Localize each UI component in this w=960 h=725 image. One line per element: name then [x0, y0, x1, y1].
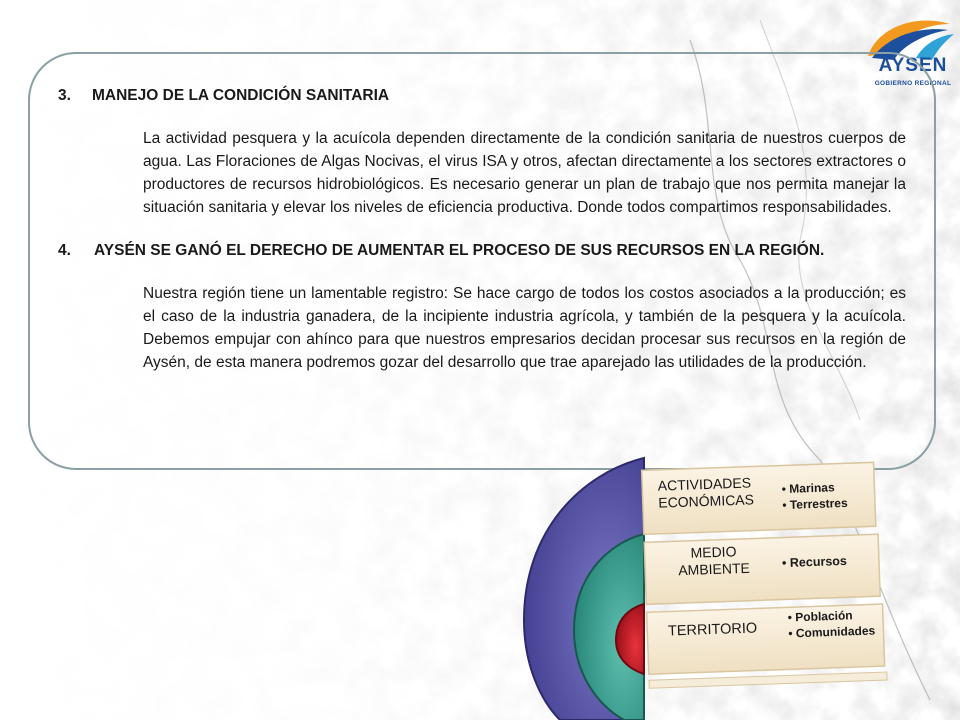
section-title: MANEJO DE LA CONDICIÓN SANITARIA — [92, 87, 390, 104]
concentric-diagram — [520, 452, 920, 720]
band-title-line: ACTIVIDADES — [657, 474, 752, 494]
section-heading — [58, 239, 906, 262]
band-bullets — [782, 553, 847, 571]
section-paragraph: La actividad pesquera y la acuícola dependen directamente de la condición sanitaria de nuestros cuerpos de agua. Las Floraciones de Algas Nocivas, el virus ISA y otros, afectan directamente a los sectores extractores o productores de recursos hidrobiológicos. Es necesario generar un plan de trabajo que nos permita manejar la situación sanitaria y elevar los niveles de eficiencia productiva. Donde todos compartimos responsabilidades. — [143, 130, 906, 216]
bullet-item: • Población — [787, 608, 853, 625]
section-heading — [58, 84, 906, 107]
bullet-item: • Marinas — [781, 480, 835, 497]
text-content — [58, 84, 906, 374]
band-title-line: AMBIENTE — [678, 559, 751, 579]
bullet-item: • Comunidades — [788, 623, 876, 641]
logo-subtitle: GOBIERNO REGIONAL — [874, 80, 952, 87]
band-bullets — [781, 479, 847, 513]
band-title — [677, 543, 750, 579]
band-title-line: ECONÓMICAS — [658, 491, 755, 511]
section-number: 3. — [58, 87, 71, 104]
section-number: 4. — [58, 242, 71, 259]
logo-wordmark: AYSEN — [878, 55, 948, 76]
section-title: AYSÉN SE GANÓ EL DERECHO DE AUMENTAR EL PROCESO DE SUS RECURSOS EN LA REGIÓN. — [94, 242, 825, 259]
band-bullets — [787, 606, 875, 641]
band-title-line: MEDIO — [690, 543, 737, 561]
band-title-line: TERRITORIO — [667, 620, 758, 640]
section-paragraph: Nuestra región tiene un lamentable registro: Se hace cargo de todos los costos asociados a la producción; es el caso de la industria ganadera, de la incipiente industria agrícola, y también de la pesquera y la acuícola. Debemos empujar con ahínco para que nuestros empresarios decidan procesar sus recursos en la región de Aysén, de esta manera podremos gozar del desarrollo que trae aparejado las utilidades de la producción. — [143, 285, 906, 371]
bullet-item: • Recursos — [781, 553, 848, 571]
band-title — [668, 620, 758, 640]
bullet-item: • Terrestres — [782, 495, 848, 513]
band-title — [657, 474, 754, 511]
